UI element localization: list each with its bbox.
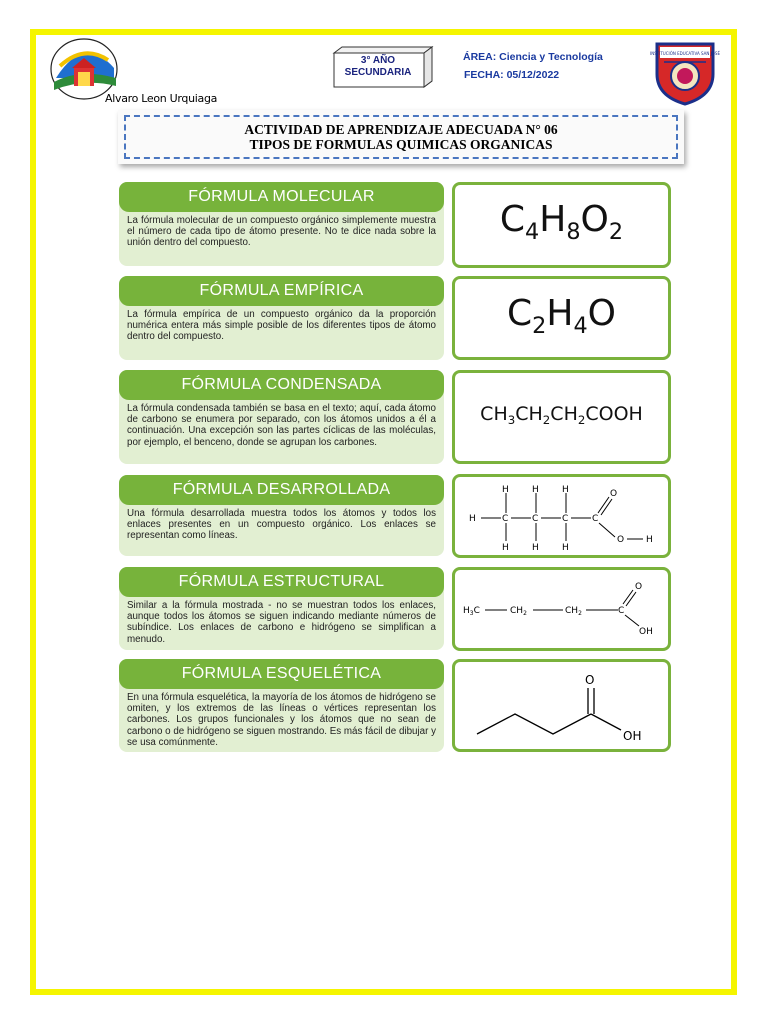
section-text: En una fórmula esquelética, la mayoría de los átomos de hidrógeno se omiten, y los extremos de las líneas o vértices representan los carbones. Los grupos funcionales y los átomos que no sean de carbono o de hidrógeno se siguen mostrando. Es más fácil de dibujar y se usa comúnmente. xyxy=(127,692,436,748)
molecular-formula: $C_4H_8O_2$ xyxy=(499,199,624,245)
svg-text:O: O xyxy=(610,489,618,499)
svg-text:CH2: $CH_2$ xyxy=(565,606,582,617)
school-crest-icon xyxy=(650,38,720,106)
svg-text:H: H xyxy=(532,485,539,495)
section-condensada xyxy=(119,370,444,464)
svg-text:H: H xyxy=(502,543,509,553)
activity-title: ACTIVIDAD DE APRENDIZAJE ADECUADA N° 06 xyxy=(244,122,558,137)
skeletal-formula-diagram xyxy=(455,662,668,749)
svg-text:H: H xyxy=(469,514,476,524)
svg-text:H: H xyxy=(532,543,539,553)
condensed-formula: $CH_3CH_2CH_2COOH$ xyxy=(480,403,643,428)
section-empirica xyxy=(119,276,444,360)
section-estructural xyxy=(119,567,444,650)
section-text: Similar a la fórmula mostrada - no se muestran todos los enlaces, aunque todos los átomos se siguen indicando mediante números de subíndice. Los enlaces de carbono e hidrógeno se simplifican a menudo. xyxy=(127,600,436,645)
section-heading: FÓRMULA ESTRUCTURAL xyxy=(119,567,444,597)
section-heading: FÓRMULA ESQUELÉTICA xyxy=(119,659,444,689)
structural-formula-diagram xyxy=(455,570,668,648)
formula-box-esqueletica xyxy=(452,659,671,752)
section-heading: FÓRMULA EMPÍRICA xyxy=(119,276,444,306)
formula-box-desarrollada xyxy=(452,474,671,558)
svg-text:C: C xyxy=(562,514,569,524)
svg-text:CH2: $CH_2$ xyxy=(510,606,527,617)
svg-text:H: H xyxy=(502,485,509,495)
activity-subtitle: TIPOS DE FORMULAS QUIMICAS ORGANICAS xyxy=(249,137,553,152)
section-text: Una fórmula desarrollada muestra todos los átomos y todos los enlaces presentes en un compuesto orgánico. Los enlaces se representan como líneas. xyxy=(127,508,436,542)
section-esqueletica xyxy=(119,659,444,752)
section-text: La fórmula empírica de un compuesto orgánico da la proporción numérica entera más simple posible de los diferentes tipos de átomo dentro del compuesto. xyxy=(127,309,436,343)
svg-text:H3C: $H_3C$ xyxy=(463,606,480,617)
svg-text:O: O xyxy=(635,582,643,592)
svg-text:H: H xyxy=(562,543,569,553)
section-text: La fórmula molecular de un compuesto orgánico simplemente muestra el número de cada tipo de átomo presente. No te dice nada sobre la unión dentro del compuesto. xyxy=(127,215,436,249)
svg-text:H: H xyxy=(646,535,653,545)
expanded-formula-diagram xyxy=(455,477,668,555)
author-name: Alvaro Leon Urquiaga xyxy=(105,92,218,105)
section-molecular xyxy=(119,182,444,266)
section-heading: FÓRMULA DESARROLLADA xyxy=(119,475,444,505)
formula-box-empirica xyxy=(452,276,671,360)
svg-text:C: C xyxy=(618,606,625,616)
svg-text:OH: OH xyxy=(639,627,653,637)
school-logo xyxy=(50,38,120,100)
section-desarrollada xyxy=(119,475,444,556)
svg-text:C: C xyxy=(592,514,599,524)
svg-text:O: O xyxy=(585,673,595,687)
svg-text:INSTITUCIÓN EDUCATIVA SAN JOSÉ: INSTITUCIÓN EDUCATIVA SAN JOSÉ xyxy=(650,51,720,56)
svg-text:OH: OH xyxy=(623,729,642,743)
grade-box xyxy=(332,45,436,89)
title-banner xyxy=(118,110,684,164)
empirical-formula: $C_2H_4O$ xyxy=(507,293,616,339)
date-label: FECHA: 05/12/2022 xyxy=(464,69,560,81)
svg-text:H: H xyxy=(562,485,569,495)
svg-text:C: C xyxy=(532,514,539,524)
formula-box-estructural xyxy=(452,567,671,651)
svg-text:C: C xyxy=(502,514,509,524)
svg-text:O: O xyxy=(617,535,625,545)
section-heading: FÓRMULA MOLECULAR xyxy=(119,182,444,212)
area-label: ÁREA: Ciencia y Tecnología xyxy=(463,51,603,63)
grade-label: 3° AÑO SECUNDARIA xyxy=(344,55,412,78)
section-text: La fórmula condensada también se basa en el texto; aquí, cada átomo de carbono se enumera por separado, con los átomos unidos a él a continuación. Una excepción son las partes cíclicas de las moléculas, por ejemplo, el benceno, donde se agrupan los carbones. xyxy=(127,403,436,448)
formula-box-molecular xyxy=(452,182,671,268)
formula-box-condensada xyxy=(452,370,671,464)
section-heading: FÓRMULA CONDENSADA xyxy=(119,370,444,400)
